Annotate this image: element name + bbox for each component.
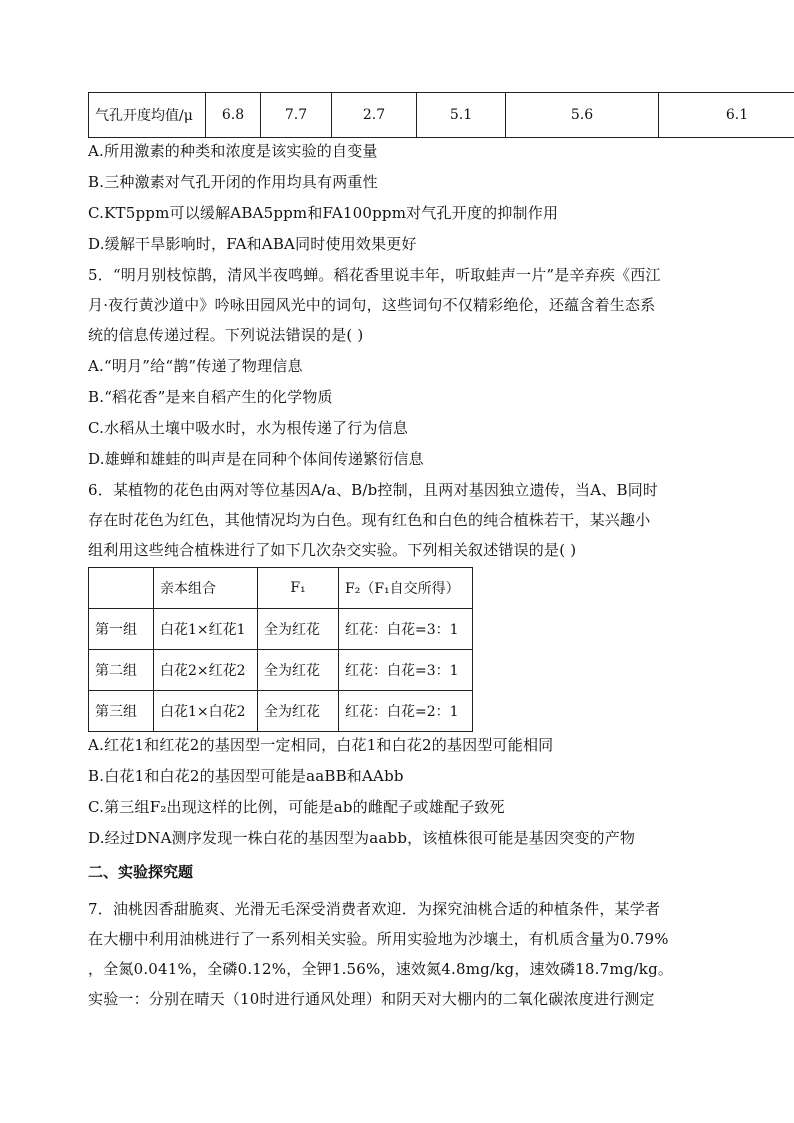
section-title: 二、实验探究题 <box>88 863 194 881</box>
table-header: F₂（F₁自交所得） <box>339 568 473 609</box>
stomata-table <box>88 92 794 138</box>
option-a: A.红花1和红花2的基因型一定相同，白花1和白花2的基因型可能相同 <box>88 736 554 754</box>
table-cell: 第一组 <box>89 609 154 650</box>
table-row <box>89 93 794 138</box>
option-d: D.经过DNA测序发现一株白花的基因型为aabb，该植株很可能是基因突变的产物 <box>88 829 636 847</box>
table-header: F₁ <box>258 568 339 609</box>
table-row <box>89 691 473 732</box>
table-cell: 6.8 <box>206 93 261 138</box>
table-cell: 第三组 <box>89 691 154 732</box>
question-text: 7．油桃因香甜脆爽、光滑无毛深受消费者欢迎．为探究油桃合适的种植条件，某学者 <box>88 900 661 918</box>
table-header: 亲本组合 <box>154 568 258 609</box>
cross-table <box>88 567 473 732</box>
option-c: C.水稻从土壤中吸水时，水为根传递了行为信息 <box>88 419 409 437</box>
table-cell: 白花1×红花1 <box>154 609 258 650</box>
table-cell: 全为红花 <box>258 650 339 691</box>
table-cell: 第二组 <box>89 650 154 691</box>
table-row <box>89 650 473 691</box>
table-cell: 白花2×红花2 <box>154 650 258 691</box>
table-cell: 红花：白花=3：1 <box>339 650 473 691</box>
table-cell: 红花：白花=3：1 <box>339 609 473 650</box>
question-text: ，全氮0.041%，全磷0.12%，全钾1.56%，速效氮4.8mg/kg，速效磷18.7mg/kg。 <box>88 960 674 978</box>
question-text: 存在时花色为红色，其他情况均为白色。现有红色和白色的纯合植株若干，某兴趣小 <box>88 511 651 529</box>
question-text: 统的信息传递过程。下列说法错误的是( ) <box>88 326 364 344</box>
question-5 <box>88 264 694 470</box>
question-text: 组利用这些纯合植株进行了如下几次杂交实验。下列相关叙述错误的是( ) <box>88 541 577 559</box>
table-cell: 全为红花 <box>258 691 339 732</box>
option-a: A.所用激素的种类和浓度是该实验的自变量 <box>88 142 378 160</box>
option-b: B.白花1和白花2的基因型可能是aaBB和AAbb <box>88 767 404 785</box>
table-cell: 红花：白花=2：1 <box>339 691 473 732</box>
question-text: 月·夜行黄沙道中》吟咏田园风光中的词句，这些词句不仅精彩绝伦，还蕴含着生态系 <box>88 296 656 314</box>
option-d: D.缓解干旱影响时，FA和ABA同时使用效果更好 <box>88 235 417 253</box>
document-page <box>88 92 749 1010</box>
option-c: C.KT5ppm可以缓解ABA5ppm和FA100ppm对气孔开度的抑制作用 <box>88 204 559 222</box>
table-cell-label: 气孔开度均值/μ <box>89 93 206 138</box>
table-cell: 5.1 <box>417 93 506 138</box>
table-header <box>89 568 154 609</box>
table-cell: 7.7 <box>261 93 332 138</box>
question-text: 在大棚中利用油桃进行了一系列相关实验。所用实验地为沙壤土，有机质含量为0.79% <box>88 930 669 948</box>
table-cell: 6.1 <box>659 93 794 138</box>
table-cell: 5.6 <box>506 93 659 138</box>
option-d: D.雄蝉和雄蛙的叫声是在同种个体间传递繁衍信息 <box>88 450 424 468</box>
table-cell: 2.7 <box>332 93 417 138</box>
option-a: A.“明月”给“鹊”传递了物理信息 <box>88 357 303 375</box>
question-text: 6．某植物的花色由两对等位基因A/a、B/b控制，且两对基因独立遗传，当A、B同时 <box>88 481 659 499</box>
option-b: B.三种激素对气孔开闭的作用均具有两重性 <box>88 173 378 191</box>
question-7 <box>88 898 694 1010</box>
option-c: C.第三组F₂出现这样的比例，可能是ab的雌配子或雄配子致死 <box>88 798 505 816</box>
table-header-row <box>89 568 473 609</box>
option-b: B.“稻花香”是来自稻产生的化学物质 <box>88 388 333 406</box>
q4-options <box>88 140 694 255</box>
question-text: 5．“明月别枝惊鹊，清风半夜鸣蝉。稻花香里说丰年，听取蛙声一片”是辛弃疾《西江 <box>88 266 661 284</box>
table-cell: 白花1×白花2 <box>154 691 258 732</box>
question-text: 实验一：分别在晴天（10时进行通风处理）和阴天对大棚内的二氧化碳浓度进行测定 <box>88 990 655 1008</box>
question-6 <box>88 479 694 849</box>
table-row <box>89 609 473 650</box>
table-cell: 全为红花 <box>258 609 339 650</box>
